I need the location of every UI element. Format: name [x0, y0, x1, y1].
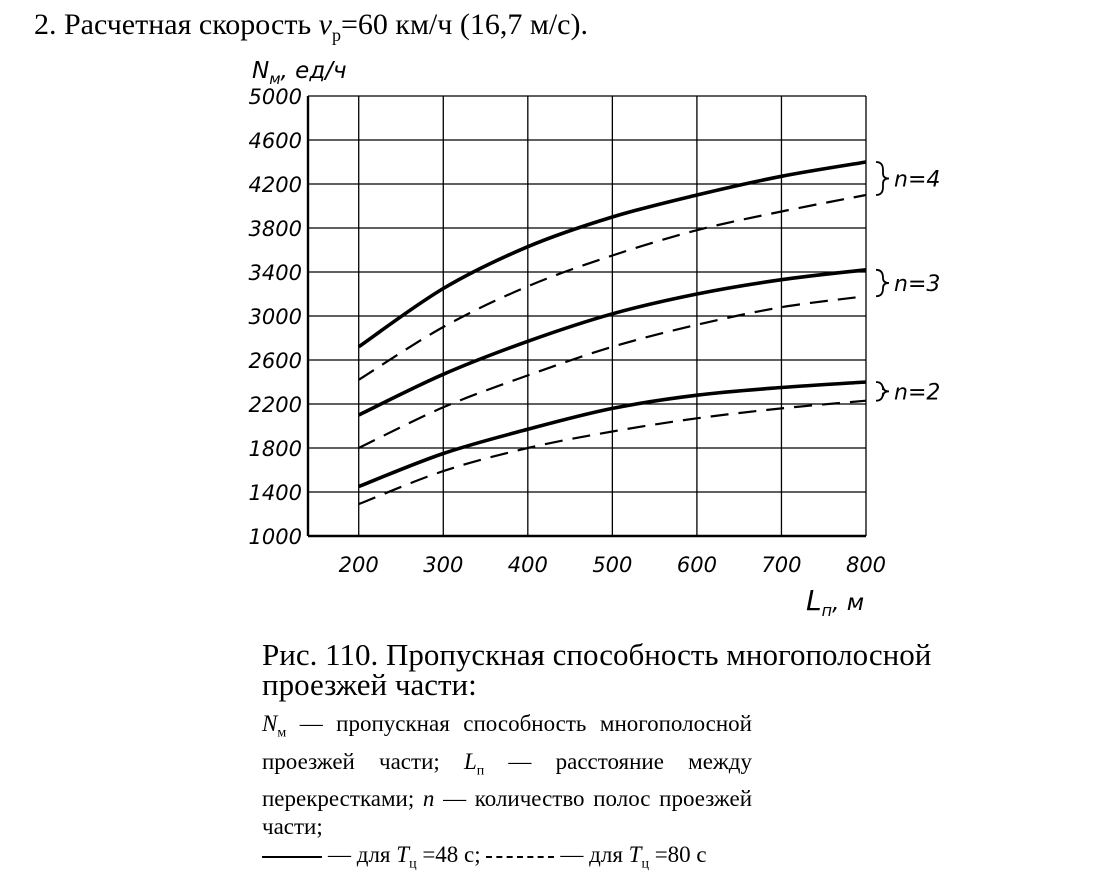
- x-tick-label-200: 200: [338, 553, 379, 577]
- y-tick-label-4600: 4600: [248, 129, 302, 153]
- caption-t2-sub: ц: [641, 856, 649, 872]
- group-label-n2: n=2: [894, 380, 941, 406]
- caption-dashed-text: — для: [560, 842, 629, 868]
- caption-solid-text: — для: [328, 842, 397, 868]
- heading-subscript: р: [331, 25, 341, 45]
- x-tick-label-800: 800: [845, 553, 887, 577]
- heading-number: 2.: [34, 8, 57, 41]
- y-tick-label-1800: 1800: [248, 437, 302, 461]
- caption-title: Рис. 110. Пропускная способность многополосной проезжей части:: [262, 637, 932, 702]
- y-tick-label-5000: 5000: [248, 85, 302, 109]
- caption-n-text: — количество полос проезжей части;: [262, 786, 752, 840]
- grid: [308, 96, 866, 536]
- caption-t-sub: ц: [409, 856, 417, 872]
- caption-t80-text: =80 с: [648, 842, 707, 868]
- solid-line-sample: [262, 856, 322, 858]
- caption-nm-text: — пропускная способность многополосной проезжей части;: [262, 711, 752, 774]
- x-tick-label-300: 300: [423, 553, 464, 577]
- y-tick-label-2600: 2600: [248, 349, 302, 373]
- caption-nm-symbol: N: [262, 711, 278, 736]
- y-tick-label-4200: 4200: [248, 173, 302, 197]
- y-tick-label-1400: 1400: [248, 481, 302, 505]
- caption-nm-sub: м: [277, 725, 287, 741]
- heading-symbol: v: [318, 8, 332, 41]
- x-tick-label-700: 700: [761, 553, 802, 577]
- heading-value: =60 км/ч (16,7 м/с).: [340, 8, 588, 41]
- x-axis-title: $L_п$, м: [806, 584, 865, 620]
- caption-t2-symbol: T: [628, 842, 642, 868]
- x-tick-label-600: 600: [676, 553, 717, 577]
- y-tick-label-1000: 1000: [248, 525, 302, 549]
- y-axis-title: $N_м$, ед/ч: [252, 58, 347, 88]
- caption-t48-text: =48 с;: [416, 842, 487, 868]
- caption-body: [262, 710, 752, 879]
- x-tick-label-500: 500: [592, 553, 633, 577]
- group-brace-n3: [876, 270, 889, 296]
- caption-n-symbol: n: [422, 786, 435, 812]
- y-tick-label-3000: 3000: [248, 305, 302, 329]
- dashed-line-sample: [486, 856, 554, 858]
- y-tick-label-3800: 3800: [248, 217, 302, 241]
- group-label-n4: n=4: [894, 167, 941, 193]
- y-tick-label-2200: 2200: [248, 393, 302, 417]
- heading-text: Расчетная скорость: [64, 8, 312, 41]
- caption-lp-text: — расстояние между перекрестками;: [262, 748, 752, 812]
- caption-lp-sub: п: [476, 763, 485, 779]
- group-brace-n2: [876, 382, 889, 401]
- group-label-n3: n=3: [894, 272, 941, 297]
- caption-lp-symbol: L: [463, 748, 477, 774]
- y-tick-label-3400: 3400: [248, 261, 302, 285]
- x-tick-label-400: 400: [507, 553, 548, 577]
- group-brace-n4: [876, 162, 889, 195]
- caption-t-symbol: T: [396, 842, 410, 868]
